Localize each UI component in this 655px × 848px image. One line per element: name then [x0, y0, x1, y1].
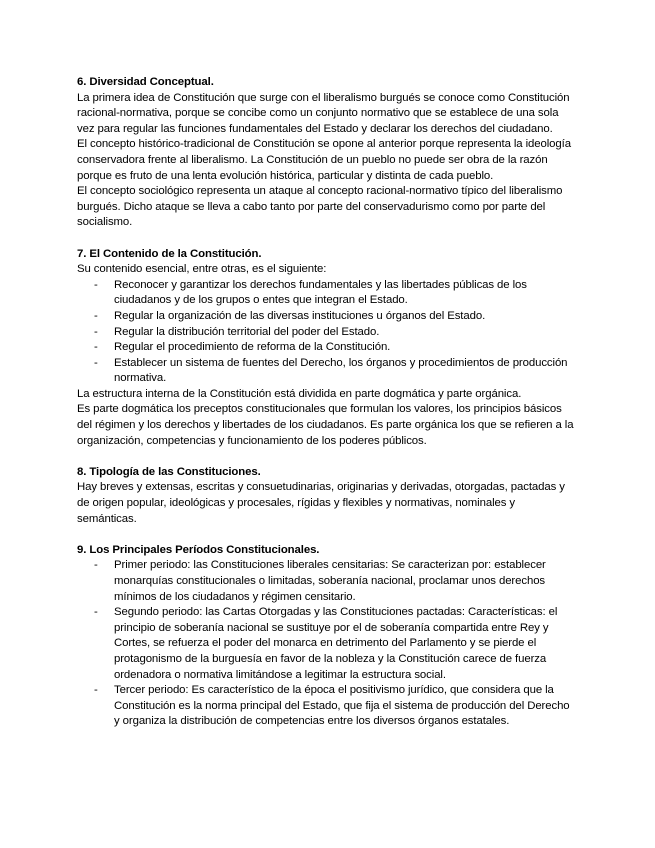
list-item: [77, 683, 577, 730]
section-8: [77, 465, 577, 527]
section-heading: 7. El Contenido de la Constitución.: [77, 247, 262, 260]
bullet-dash: -: [94, 341, 98, 354]
bullet-dash: -: [94, 684, 98, 697]
list-item: [77, 558, 577, 605]
list-item: [77, 309, 577, 325]
bullet-dash: -: [94, 325, 98, 338]
list-item-text: Segundo periodo: las Cartas Otorgadas y las Constituciones pactadas: Características: el principio de soberanía nacional se sustituye por el de soberanía compartida entre Rey y Cortes, se refuerza el poder del monarca en detrimento del Parlamento y se pierde el protagonismo de la burguesía en favor de la nobleza y la Constitución carece de fuerza ordenadora o normativa limitándose a legitimar la estructura social.: [114, 606, 558, 681]
section-heading: 6. Diversidad Conceptual.: [77, 76, 214, 88]
section-6: [77, 75, 577, 231]
list-item-text: Regular la organización de las diversas instituciones u órganos del Estado.: [114, 309, 486, 322]
section-7: [77, 247, 577, 450]
paragraph: El concepto sociológico representa un ataque al concepto racional-normativo típico del liberalismo burgués. Dicho ataque se lleva a cabo tanto por parte del conservadurismo como por parte del socialismo.: [77, 185, 563, 229]
bullet-list: [77, 278, 577, 387]
bullet-dash: -: [94, 309, 98, 322]
list-item: [77, 605, 577, 683]
list-item-text: Primer periodo: las Constituciones liberales censitarias: Se caracterizan por: establecer monarquías constitucionales o limitadas, soberanía nacional, proclamar unos derechos mínimos de los ciudadanos y régimen censitario.: [114, 559, 546, 603]
section-9: [77, 543, 577, 730]
list-item: [77, 325, 577, 341]
paragraph: La estructura interna de la Constitución está dividida en parte dogmática y parte orgánica.: [77, 387, 522, 400]
paragraph: Es parte dogmática los preceptos constitucionales que formulan los valores, los principios básicos del régimen y los derechos y libertades de los ciudadanos. Es parte orgánica los que se refieren a la organización, competencias y funcionamiento de los poderes públicos.: [77, 403, 574, 447]
paragraph: El concepto histórico-tradicional de Constitución se opone al anterior porque representa la ideología conservadora frente al liberalismo. La Constitución de un pueblo no puede ser obra de la razón porque es fruto de una lenta evolución histórica, particular y distinta de cada pueblo.: [77, 138, 571, 182]
list-item-text: Reconocer y garantizar los derechos fundamentales y las libertades públicas de los ciudadanos y de los grupos o entes que integran el Estado.: [114, 278, 527, 307]
list-item-text: Establecer un sistema de fuentes del Derecho, los órganos y procedimientos de producción normativa.: [114, 356, 568, 385]
bullet-dash: -: [94, 559, 98, 572]
section-heading: 9. Los Principales Períodos Constitucionales.: [77, 543, 320, 556]
list-item: [77, 356, 577, 387]
list-item-text: Regular la distribución territorial del poder del Estado.: [114, 325, 380, 338]
list-item-text: Regular el procedimiento de reforma de la Constitución.: [114, 341, 391, 354]
bullet-dash: -: [94, 606, 98, 619]
paragraph: Hay breves y extensas, escritas y consuetudinarias, originarias y derivadas, otorgadas, pactadas y de origen popular, ideológicas y procesales, rígidas y flexibles y normativas, nominales y semánticas.: [77, 481, 565, 525]
list-item: [77, 278, 577, 309]
section-heading: 8. Tipología de las Constituciones.: [77, 465, 261, 478]
paragraph: La primera idea de Constitución que surge con el liberalismo burgués se conoce como Constitución racional-normativa, porque se concibe como un conjunto normativo que se establece de una sola vez para regular las funciones fundamentales del Estado y declarar los derechos del ciudadano.: [77, 91, 570, 135]
bullet-list: [77, 558, 577, 730]
bullet-dash: -: [94, 278, 98, 291]
document-page: [77, 75, 577, 730]
paragraph: Su contenido esencial, entre otras, es el siguiente:: [77, 263, 327, 276]
list-item: [77, 340, 577, 356]
list-item-text: Tercer periodo: Es característico de la época el positivismo jurídico, que considera que la Constitución es la norma principal del Estado, que fija el sistema de producción del Derecho y organiza la distribución de competencias entre los diversos órganos estatales.: [114, 684, 570, 728]
bullet-dash: -: [94, 356, 98, 369]
